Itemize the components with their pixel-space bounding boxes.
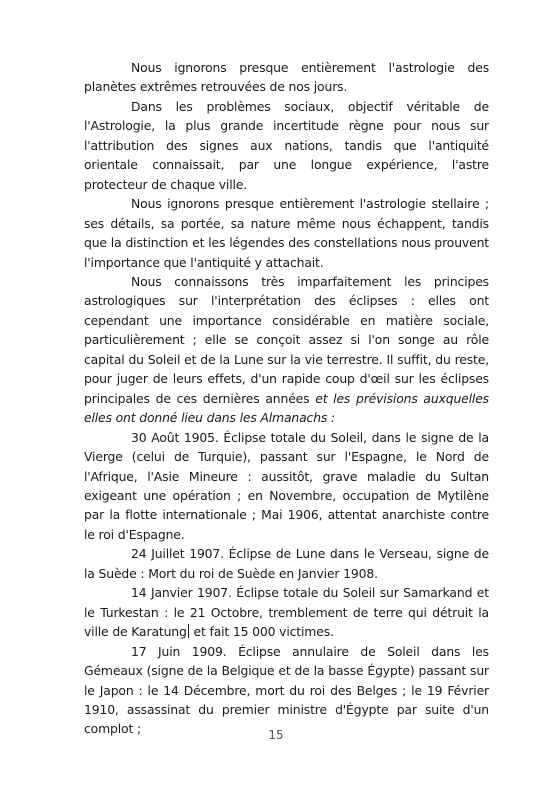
paragraph: Nous connaissons très imparfaitement les principes astrologiques sur l'interprétation des éclipses : elles ont cependant une importance considérable en matière sociale, particulièrement ; elle se conçoit assez si l'on songe au rôle capital du Soleil et de la Lune sur la vie terrestre. Il suffit, du reste, pour juger de leurs effets, d'un rapide coup d'œil sur les éclipses principales de ces dernières années et les prévisions auxquelles elles ont donné lieu dans les Almanachs : bbox=[84, 273, 489, 426]
paragraph: 30 Août 1905. Éclipse totale du Soleil, dans le signe de la Vierge (celui de Turquie), passant sur l'Espagne, le Nord de l'Afrique, l'Asie Mineure : aussitôt, grave maladie du Sultan exigeant une opération ; en Novembre, occupation de Mytilène par la flotte internationale ; Mai 1906, attentat anarchiste contre le roi d'Espagne. bbox=[84, 429, 489, 542]
paragraph: Dans les problèmes sociaux, objectif véritable de l'Astrologie, la plus grande incertitude règne pour nous sur l'attribution des signes aux nations, tandis que l'antiquité orientale connaissait, par une longue expérience, l'astre protecteur de chaque ville. bbox=[84, 98, 489, 192]
paragraph: Nous ignorons presque entièrement l'astrologie stellaire ; ses détails, sa portée, sa nature même nous échappent, tandis que la distinction et les légendes des constellations nous prouvent l'importance que l'antiquité y attachait. bbox=[84, 196, 489, 270]
italic-passage: et les prévisions auxquelles elles ont donné lieu dans les Almanachs : bbox=[84, 390, 489, 426]
paragraph: Nous ignorons presque entièrement l'astrologie des planètes extrêmes retrouvées de nos jours. bbox=[84, 60, 489, 95]
page-number: 15 bbox=[268, 728, 284, 742]
text-cursor[interactable] bbox=[188, 624, 189, 638]
paragraph: 14 Janvier 1907. Éclipse totale du Soleil sur Samarkand et le Turkestan : le 21 Octobre, tremblement de terre qui détruit la ville de Karatung et fait 15 000 victimes. bbox=[84, 585, 489, 640]
paragraph: 17 Juin 1909. Éclipse annulaire de Soleil dans les Gémeaux (signe de la Belgique et de la basse Égypte) passant sur le Japon : le 14 Décembre, mort du roi des Belges ; le 19 Février 1910, assassinat du premier ministre d'Égypte par suite d'un complot ; bbox=[84, 643, 489, 737]
page-body bbox=[84, 58, 489, 739]
paragraph: 24 Juillet 1907. Éclipse de Lune dans le Verseau, signe de la Suède : Mort du roi de Suède en Janvier 1908. bbox=[84, 546, 489, 581]
